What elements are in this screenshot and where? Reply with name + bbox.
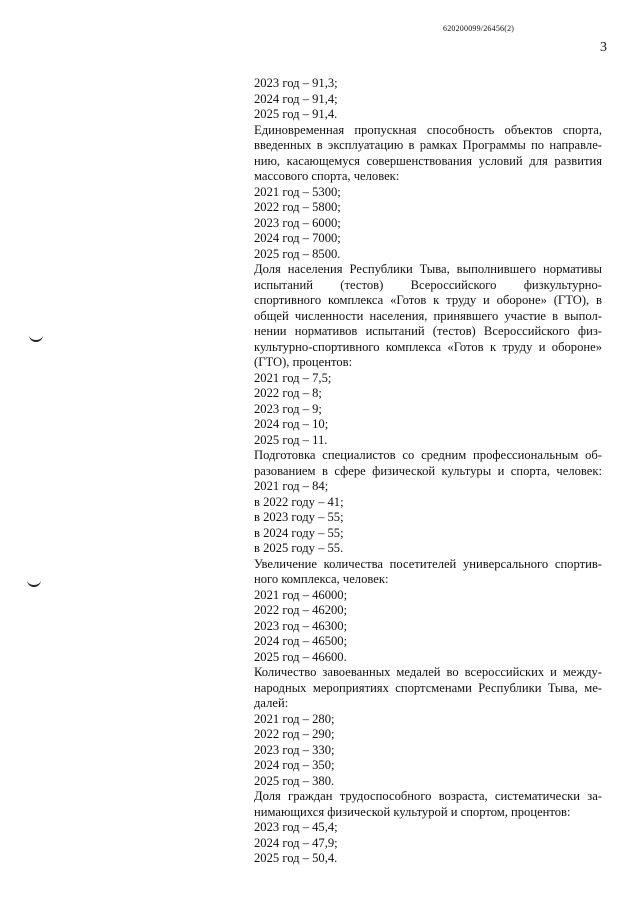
text-line: 2025 год – 8500. (254, 246, 341, 261)
text-line: в 2022 году – 41; (254, 494, 344, 509)
text-line: 2025 год – 50,4. (254, 851, 338, 865)
text-line: 2025 год – 91,4. (254, 107, 338, 121)
text-line: 2023 год – 6000; (254, 215, 341, 230)
text-line: Увеличение количества посетителей универсального спортив- (254, 556, 602, 571)
text-line: в 2024 году – 55; (254, 525, 344, 540)
text-line: 2023 год – 91,3; (254, 76, 338, 90)
text-line: 2021 год – 84; (254, 479, 329, 493)
text-line: Единовременная пропускная способность объектов спорта, (254, 122, 602, 137)
text-line: ного комплекса, человек: (254, 572, 389, 586)
text-line: 2023 год – 45,4; (254, 820, 338, 834)
text-line: испытаний (тестов) Всероссийского физкультурно- (254, 277, 602, 292)
text-line: в 2023 году – 55; (254, 510, 344, 524)
text-line: 2021 год – 46000; (254, 587, 348, 602)
text-line: разованием в сфере физической культуры и спорта, человек: (254, 463, 602, 478)
text-line: 2025 год – 11. (254, 432, 328, 447)
text-line: 2023 год – 9; (254, 401, 322, 416)
text-line: в 2025 году – 55. (254, 541, 344, 555)
text-line: Доля населения Республики Тыва, выполнившего нормативы (254, 262, 602, 276)
page-number: 3 (600, 40, 607, 55)
margin-mark (29, 334, 43, 342)
text-line: (ГТО), процентов: (254, 355, 353, 369)
text-line: 2025 год – 380. (254, 773, 335, 788)
text-line: 2024 год – 46500; (254, 634, 348, 648)
text-line: массового спорта, человек: (254, 169, 400, 183)
text-line: 2023 год – 46300; (254, 618, 348, 633)
text-line: 2021 год – 5300; (254, 184, 341, 199)
text-line: Подготовка специалистов со средним профессиональным об- (254, 448, 602, 462)
text-line: 2023 год – 330; (254, 742, 335, 757)
document-body (254, 76, 602, 867)
text-line: нении нормативов испытаний (тестов) Всероссийского физ- (254, 324, 602, 338)
text-line: 2022 год – 5800; (254, 200, 341, 214)
text-line: 2022 год – 290; (254, 727, 335, 741)
text-line: Доля граждан трудоспособного возраста, систематически за- (254, 789, 602, 803)
text-line: общей численности населения, принявшего участие в выпол- (254, 308, 602, 323)
text-line: 2021 год – 7,5; (254, 370, 332, 385)
text-line: 2024 год – 10; (254, 417, 329, 431)
text-line: далей: (254, 696, 289, 710)
text-line: 2021 год – 280; (254, 711, 335, 726)
margin-mark (27, 579, 41, 587)
text-line: культурно-спортивного комплекса «Готов к труду и обороне» (254, 339, 602, 354)
text-line: 2022 год – 8; (254, 386, 322, 400)
text-line: 2022 год – 46200; (254, 603, 348, 617)
text-line: Количество завоеванных медалей во всероссийских и между- (254, 665, 602, 679)
text-line: спортивного комплекса «Готов к труду и обороне» (ГТО), в (254, 293, 602, 307)
text-line: народных мероприятиях спортсменами Республики Тыва, ме- (254, 680, 602, 695)
text-line: нимающихся физической культурой и спортом, процентов: (254, 804, 571, 819)
document-id: 620200099/26456(2) (443, 24, 515, 33)
text-line: 2024 год – 7000; (254, 231, 341, 245)
text-line: нию, касающемуся совершенствования условий для развития (254, 153, 602, 168)
text-line: введенных в эксплуатацию в рамках Программы по направле- (254, 138, 602, 152)
text-line: 2024 год – 350; (254, 758, 335, 772)
text-line: 2025 год – 46600. (254, 649, 347, 664)
text-line: 2024 год – 47,9; (254, 835, 338, 850)
text-line: 2024 год – 91,4; (254, 91, 338, 106)
